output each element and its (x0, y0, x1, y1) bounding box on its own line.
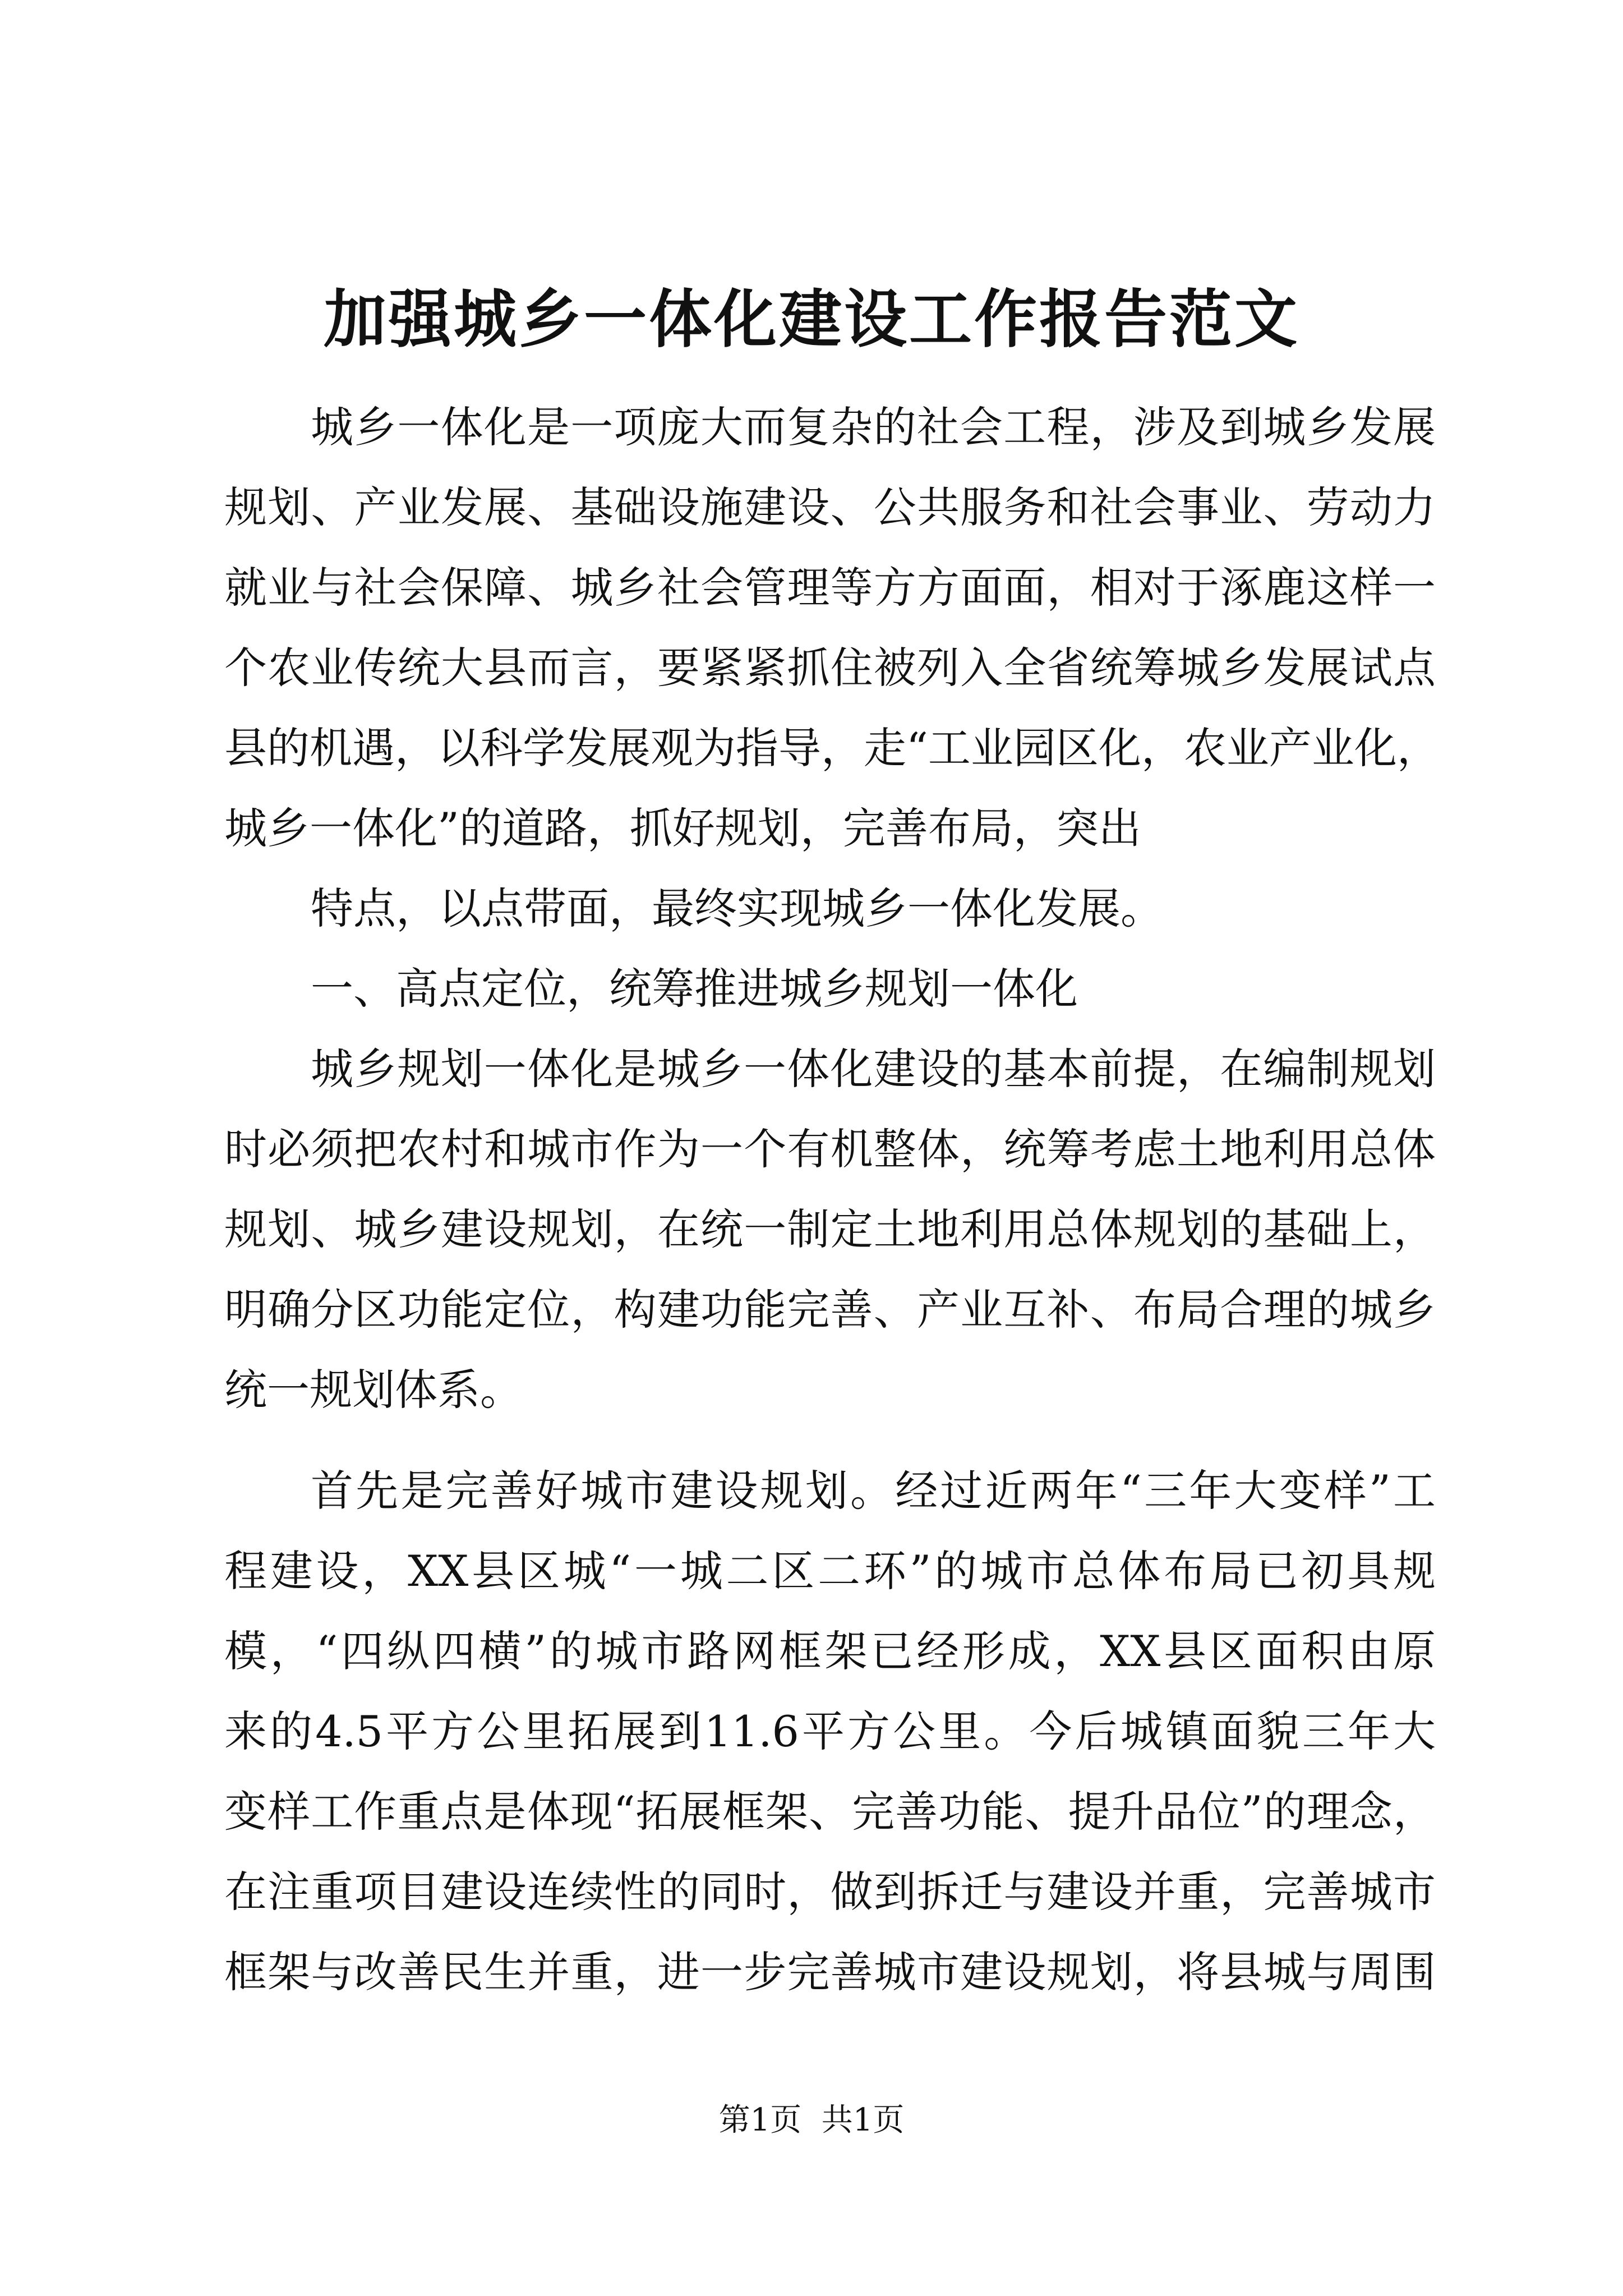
text-line: 一、高点定位，统筹推进城乡规划一体化 (311, 964, 1078, 1014)
text-line: 模，“四纵四横”的城市路网框架已经形成，XX县区面积由原 (224, 1626, 1436, 1676)
text-line: 来的4.5平方公里拓展到11.6平方公里。今后城镇面貌三年大 (224, 1706, 1436, 1756)
page-footer: 第1页 共1页 (718, 2102, 905, 2138)
text-line: 县的机遇，以科学发展观为指导，走“工业园区化，农业产业化， (224, 723, 1440, 773)
text-line: 规划、产业发展、基础设施建设、公共服务和社会事业、劳动力 (224, 482, 1436, 532)
paragraph (224, 1451, 1436, 2012)
text-line: 规划、城乡建设规划，在统一制定土地利用总体规划的基础上， (224, 1204, 1436, 1254)
text-line: 变样工作重点是体现“拓展框架、完善功能、提升品位”的理念， (224, 1787, 1436, 1837)
document-body (224, 387, 1440, 2012)
text-line: 城乡规划一体化是城乡一体化建设的基本前提，在编制规划 (311, 1044, 1436, 1094)
text-line: 框架与改善民生并重，进一步完善城市建设规划，将县城与周围 (224, 1947, 1436, 1997)
text-line: 城乡一体化是一项庞大而复杂的社会工程，涉及到城乡发展 (311, 402, 1436, 452)
paragraph (224, 387, 1440, 868)
text-line: 程建设，XX县区城“一城二区二环”的城市总体布局已初具规 (224, 1546, 1436, 1596)
paragraph-spacer (224, 1430, 1436, 1451)
text-line: 城乡一体化”的道路，抓好规划，完善布局，突出 (224, 803, 1141, 853)
text-line: 明确分区功能定位，构建功能完善、产业互补、布局合理的城乡 (224, 1285, 1436, 1335)
text-line: 首先是完善好城市建设规划。经过近两年“三年大变样”工 (311, 1466, 1436, 1516)
text-line: 在注重项目建设连续性的同时，做到拆迁与建设并重，完善城市 (224, 1867, 1436, 1917)
text-line: 个农业传统大县而言，要紧紧抓住被列入全省统筹城乡发展试点 (224, 643, 1436, 693)
text-line: 时必须把农村和城市作为一个有机整体，统筹考虑土地利用总体 (224, 1124, 1436, 1174)
text-line: 特点，以点带面，最终实现城乡一体化发展。 (311, 884, 1163, 933)
paragraph (224, 868, 1436, 949)
section-heading (224, 949, 1436, 1029)
paragraph (224, 1029, 1436, 1430)
text-line: 统一规划体系。 (224, 1365, 523, 1415)
document-title: 加强城乡一体化建设工作报告范文 (324, 283, 1299, 356)
text-line: 就业与社会保障、城乡社会管理等方方面面，相对于涿鹿这样一 (224, 563, 1436, 613)
